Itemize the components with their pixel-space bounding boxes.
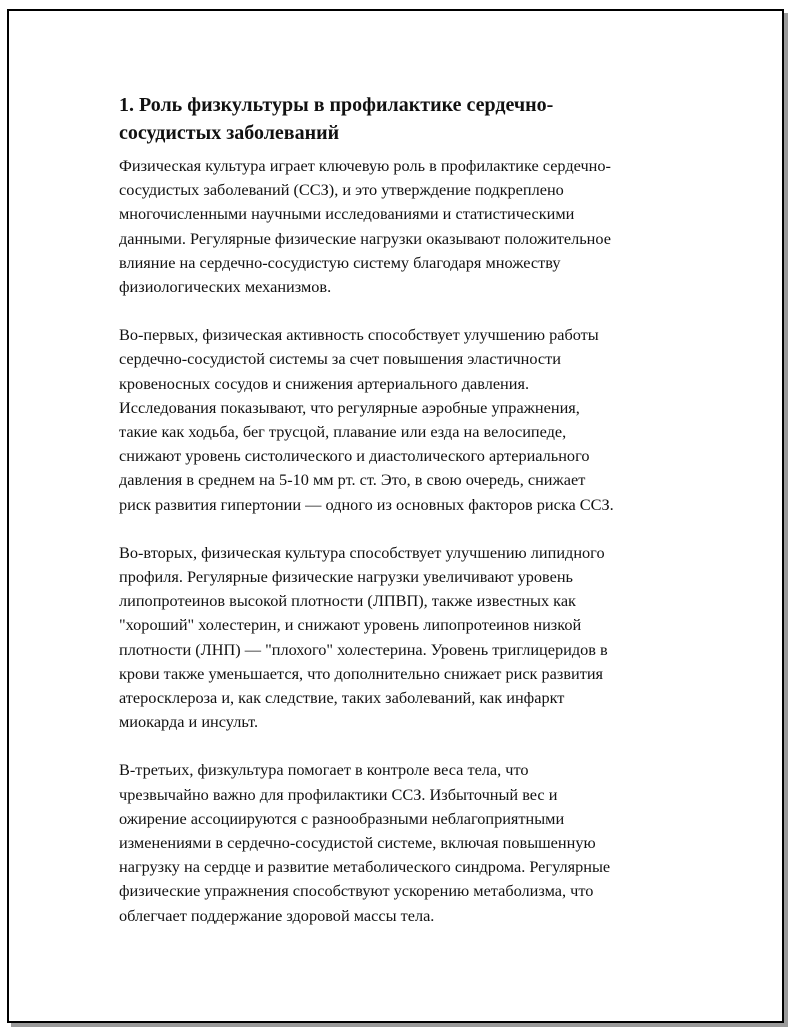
text-line: снижают уровень систолического и диастолического артериального [119, 446, 590, 466]
text-line: В-третьих, физкультура помогает в контроле веса тела, что [119, 760, 529, 780]
page-frame [7, 9, 784, 1023]
text-line: сосудистых заболеваний (ССЗ), и это утверждение подкреплено [119, 180, 564, 200]
text-line: атеросклероза и, как следствие, таких заболеваний, как инфаркт [119, 688, 565, 708]
text-line: данными. Регулярные физические нагрузки оказывают положительное [119, 228, 611, 248]
text-line: крови также уменьшается, что дополнительно снижает риск развития [119, 663, 604, 683]
paragraph-first [119, 323, 704, 517]
section-heading [119, 91, 704, 147]
text-line: влияние на сердечно-сосудистую систему благодаря множеству [119, 252, 561, 272]
text-line: липопротеинов высокой плотности (ЛПВП), также известных как [119, 591, 576, 611]
document-content [119, 91, 704, 952]
text-line: профиля. Регулярные физические нагрузки увеличивают уровень [119, 567, 573, 587]
heading-line: сосудистых заболеваний [119, 122, 340, 144]
paragraph-second [119, 541, 704, 735]
text-line: нагрузку на сердце и развитие метаболического синдрома. Регулярные [119, 857, 611, 877]
text-line: Во-первых, физическая активность способствует улучшению работы [119, 325, 599, 345]
text-line: риск развития гипертонии — одного из основных факторов риска ССЗ. [119, 494, 614, 514]
text-line: плотности (ЛНП) — "плохого" холестерина. Уровень триглицеридов в [119, 639, 608, 659]
text-line: облегчает поддержание здоровой массы тела. [119, 905, 435, 925]
text-line: Исследования показывают, что регулярные аэробные упражнения, [119, 397, 580, 417]
heading-line: 1. Роль физкультуры в профилактике сердечно- [119, 94, 554, 116]
paragraph-intro [119, 154, 704, 299]
text-line: "хороший" холестерин, и снижают уровень липопротеинов низкой [119, 615, 582, 635]
text-line: чрезвычайно важно для профилактики ССЗ. Избыточный вес и [119, 784, 558, 804]
text-line: физические упражнения способствуют ускорению метаболизма, что [119, 881, 594, 901]
text-line: изменениями в сердечно-сосудистой системе, включая повышенную [119, 833, 596, 853]
text-line: Во-вторых, физическая культура способствует улучшению липидного [119, 542, 605, 562]
text-line: кровеносных сосудов и снижения артериального давления. [119, 373, 530, 393]
text-line: физиологических механизмов. [119, 277, 332, 297]
text-line: сердечно-сосудистой системы за счет повышения эластичности [119, 349, 561, 369]
text-line: многочисленными научными исследованиями и статистическими [119, 204, 575, 224]
paragraph-third [119, 758, 704, 927]
text-line: такие как ходьба, бег трусцой, плавание или езда на велосипеде, [119, 422, 567, 442]
text-line: давления в среднем на 5-10 мм рт. ст. Это, в свою очередь, снижает [119, 470, 586, 490]
text-line: Физическая культура играет ключевую роль в профилактике сердечно- [119, 156, 611, 175]
text-line: ожирение ассоциируются с разнообразными неблагоприятными [119, 808, 565, 828]
text-line: миокарда и инсульт. [119, 712, 259, 732]
